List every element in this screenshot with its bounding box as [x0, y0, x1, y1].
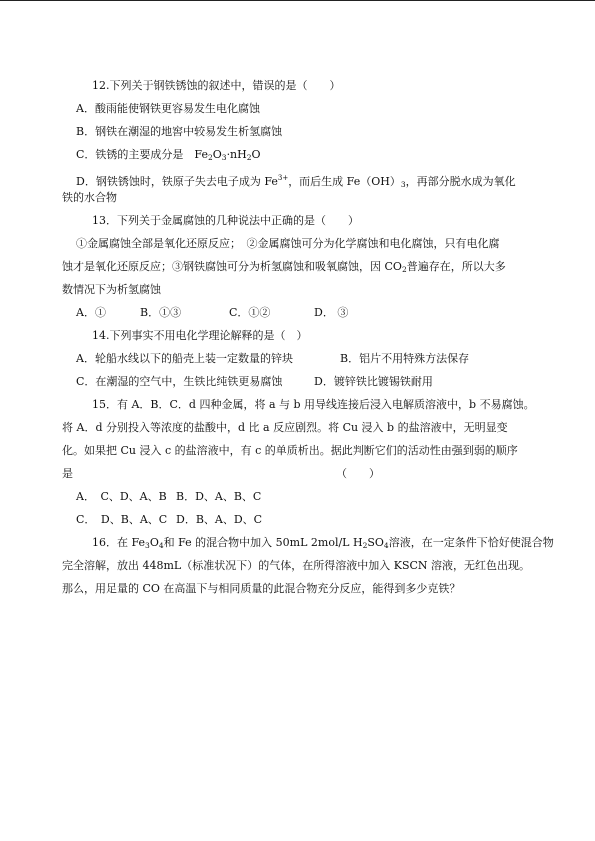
q13-line-2	[62, 260, 506, 277]
q13-l2-post: 普遍存在，所以大多	[406, 260, 506, 273]
q15-line-2: 将 A．d 分别投入等浓度的盐酸中，d 比 a 反应剧烈。将 Cu 浸入 b 的盐溶液中，无明显变	[62, 421, 508, 434]
q13-l2-text: 蚀才是氧化还原反应；③钢铁腐蚀可分为析氢腐蚀和吸氧腐蚀，因 CO	[62, 260, 402, 273]
q12-option-d	[76, 171, 516, 192]
q13-option-d: D． ③	[314, 306, 349, 319]
q13-option-b: B．①③	[140, 306, 182, 319]
q16-line-2: 完全溶解，放出 448mL（标准状况下）的气体，在所得溶液中加入 KSCN 溶液，无红色出现。	[62, 559, 531, 572]
q13-stem: 13．下列关于金属腐蚀的几种说法中正确的是（ ）	[92, 214, 359, 227]
q15-line-3: 化。如果把 Cu 浸入 c 的盐溶液中，有 c 的单质析出。据此判断它们的活动性由强到弱的顺序	[62, 444, 518, 457]
q15-option-a: A． C、D、A、B	[76, 490, 167, 503]
q15-option-c: C． D、B、A、C	[76, 513, 168, 526]
q12-option-a: A．酸雨能使钢铁更容易发生电化腐蚀	[76, 102, 260, 115]
top-rule	[0, 0, 595, 1]
q12-option-c	[76, 148, 261, 165]
q12-stem: 12.下列关于钢铁锈蚀的叙述中，错误的是（ ）	[92, 79, 341, 92]
q14-option-a: A．轮船水线以下的船壳上装一定数量的锌块	[76, 352, 293, 365]
q12-c-mid: O	[212, 148, 222, 161]
q14-option-b: B．铝片不用特殊方法保存	[340, 352, 470, 365]
q16-l1-sub4: 4	[383, 541, 389, 550]
q12-d-post: ，再部分脱水成为氧化	[405, 175, 516, 188]
q12-c-sub2: 3	[221, 153, 227, 162]
q16-l1-text: 16．在 Fe	[92, 536, 146, 549]
q13-option-a: A．①	[76, 306, 106, 319]
q12-c-sub3: 2	[246, 153, 252, 162]
q15-option-d: D．B、A、D、C	[176, 513, 263, 526]
q16-l1-m2: 和 Fe 的混合物中加入 50mL 2mol/L H	[163, 536, 363, 549]
q12-c-end: O	[251, 148, 261, 161]
q13-line-3: 数情况下为析氢腐蚀	[62, 283, 161, 296]
q12-d-sup: 3+	[277, 174, 289, 182]
q12-option-b: B．钢铁在潮湿的地窖中较易发生析氢腐蚀	[76, 125, 283, 138]
q16-line-1	[92, 536, 554, 553]
q14-option-d: D．镀锌铁比镀锡铁耐用	[314, 375, 433, 388]
q13-option-c: C．①②	[229, 306, 271, 319]
q13-line-1: ①金属腐蚀全部是氧化还原反应； ②金属腐蚀可分为化学腐蚀和电化腐蚀，只有电化腐	[76, 237, 500, 250]
q16-l1-sub3: 2	[362, 541, 368, 550]
q16-l1-m1: O	[149, 536, 159, 549]
q12-c-post: ·nH	[226, 148, 247, 161]
q12-c-sub1: 2	[207, 153, 213, 162]
q15-answer-paren: （ ）	[336, 467, 380, 480]
q15-line-1: 15．有 A．B．C．d 四种金属，将 a 与 b 用导线连接后浸入电解质溶液中，b 不易腐蚀。	[92, 398, 535, 411]
q12-d-mid: ，而后生成 Fe（OH）	[288, 175, 401, 188]
q13-l2-sub: 2	[401, 265, 407, 274]
q16-l1-post: 溶液，在一定条件下恰好使混合物	[388, 536, 554, 549]
q16-line-3: 那么，用足量的 CO 在高温下与相同质量的此混合物充分反应，能得到多少克铁？	[62, 582, 461, 595]
q15-line-4: 是	[62, 467, 73, 480]
q16-l1-sub1: 3	[145, 541, 150, 550]
q12-d-sub: 3	[400, 180, 406, 189]
q15-option-b: B．D、A、B、C	[176, 490, 262, 503]
q12-c-text: C．铁锈的主要成分是 Fe	[76, 148, 208, 161]
q14-stem: 14.下列事实不用电化学理论解释的是（ ）	[92, 329, 308, 342]
q12-option-d-cont: 铁的水合物	[62, 191, 117, 204]
q16-l1-m3: SO	[367, 536, 384, 549]
q14-option-c: C．在潮湿的空气中，生铁比纯铁更易腐蚀	[76, 375, 283, 388]
q12-d-text: D．钢铁锈蚀时，铁原子失去电子成为 Fe	[76, 175, 278, 188]
q16-l1-sub2: 4	[158, 541, 164, 550]
